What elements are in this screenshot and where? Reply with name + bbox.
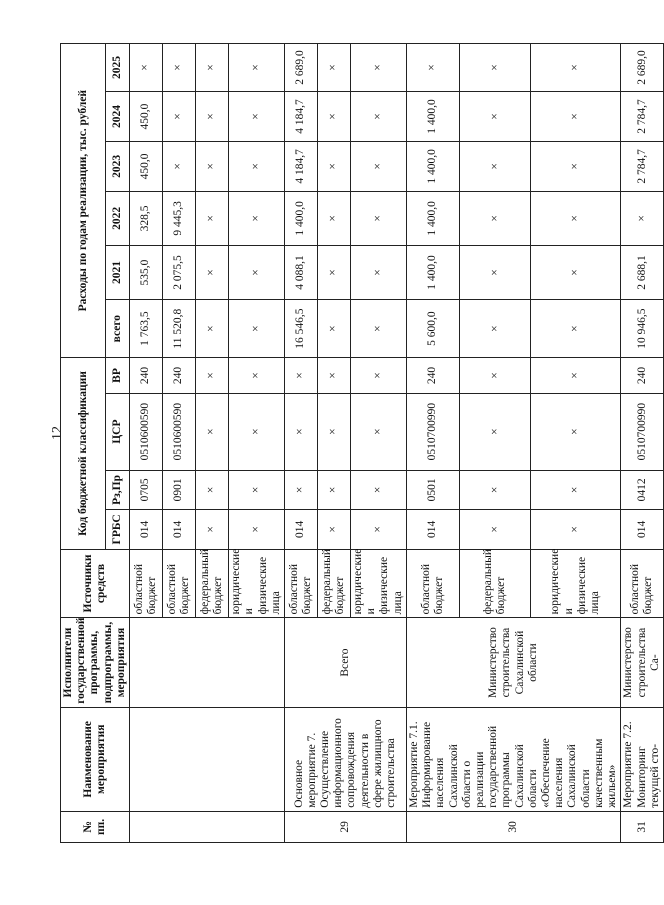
cell-vr: × (229, 358, 285, 393)
header-executor: Исполнители государственной программы, подпрограммы, мероприятия (61, 618, 130, 707)
cell-total: 10 946,5 (621, 300, 664, 358)
cell-2024: 450,0 (130, 92, 163, 142)
cell-2025: × (229, 44, 285, 92)
cell-grbs: 014 (284, 510, 317, 550)
cell-grbs: 014 (163, 510, 196, 550)
cell-2024: × (229, 92, 285, 142)
header-2025: 2025 (106, 44, 130, 92)
cell-2025: × (317, 44, 350, 92)
cell-vr: 240 (621, 358, 664, 393)
cell-2024: 1 400,0 (406, 92, 459, 142)
cell-csr: × (196, 393, 229, 470)
cell-2021: 535,0 (130, 245, 163, 299)
cell-total: × (460, 300, 531, 358)
header-2021: 2021 (106, 245, 130, 299)
cell-vr: 240 (130, 358, 163, 393)
cell-2024: × (163, 92, 196, 142)
cell-vr: × (284, 358, 317, 393)
row-executor: Всего (284, 618, 406, 707)
row-name (130, 707, 285, 811)
cell-2022: × (229, 191, 285, 245)
table-row (621, 44, 664, 843)
cell-2023: × (350, 141, 406, 191)
cell-2022: 328,5 (130, 191, 163, 245)
cell-rzpr: 0901 (163, 470, 196, 510)
table-row (130, 44, 163, 843)
cell-2021: × (350, 245, 406, 299)
cell-grbs: × (531, 510, 621, 550)
row-source: федеральный бюджет (460, 549, 531, 618)
row-source: юридические и физические лица (350, 549, 406, 618)
row-num: 31 (621, 811, 664, 842)
header-grbs: ГРБС (106, 510, 130, 550)
row-num (130, 811, 285, 842)
header-total: всего (106, 300, 130, 358)
cell-2024: × (317, 92, 350, 142)
cell-2025: × (460, 44, 531, 92)
cell-vr: × (460, 358, 531, 393)
cell-csr: × (284, 393, 317, 470)
cell-csr: × (317, 393, 350, 470)
cell-2023: × (531, 141, 621, 191)
cell-2025: 2 689,0 (621, 44, 664, 92)
cell-vr: × (317, 358, 350, 393)
cell-csr: 0510600590 (130, 393, 163, 470)
cell-2023: 1 400,0 (406, 141, 459, 191)
cell-grbs: 014 (621, 510, 664, 550)
cell-2022: × (317, 191, 350, 245)
cell-rzpr: 0412 (621, 470, 664, 510)
cell-vr: 240 (406, 358, 459, 393)
cell-rzpr: × (531, 470, 621, 510)
cell-total: 11 520,8 (163, 300, 196, 358)
cell-2024: × (350, 92, 406, 142)
row-source: федеральный бюджет (196, 549, 229, 618)
cell-vr: × (350, 358, 406, 393)
cell-2023: × (163, 141, 196, 191)
cell-2023: × (460, 141, 531, 191)
cell-total: × (350, 300, 406, 358)
cell-2025: × (196, 44, 229, 92)
cell-2021: 2 075,5 (163, 245, 196, 299)
row-source: областной бюджет (284, 549, 317, 618)
cell-2021: × (460, 245, 531, 299)
cell-2023: × (317, 141, 350, 191)
row-source: областной бюджет (621, 549, 664, 618)
row-executor (130, 618, 285, 707)
cell-grbs: × (229, 510, 285, 550)
row-executor: Министерство строительства Са- (621, 618, 664, 707)
header-2022: 2022 (106, 191, 130, 245)
cell-rzpr: × (229, 470, 285, 510)
rotated-table-container (60, 43, 661, 843)
page-number: 12 (50, 426, 65, 440)
cell-csr: × (229, 393, 285, 470)
cell-total: × (317, 300, 350, 358)
header-expenses: Расходы по годам реализации, тыс. рублей (61, 44, 106, 358)
cell-vr: × (196, 358, 229, 393)
cell-csr: 0510600590 (163, 393, 196, 470)
cell-2025: × (350, 44, 406, 92)
cell-2023: 450,0 (130, 141, 163, 191)
cell-rzpr: × (284, 470, 317, 510)
cell-grbs: × (460, 510, 531, 550)
cell-2024: 4 184,7 (284, 92, 317, 142)
cell-2024: × (460, 92, 531, 142)
cell-csr: × (531, 393, 621, 470)
cell-2021: 4 088,1 (284, 245, 317, 299)
cell-2025: × (531, 44, 621, 92)
cell-2025: × (163, 44, 196, 92)
cell-2025: 2 689,0 (284, 44, 317, 92)
table-row (406, 44, 459, 843)
row-source: областной бюджет (163, 549, 196, 618)
cell-2023: × (196, 141, 229, 191)
row-name: Основное мероприятие 7. Осуществление информационного сопровождения деятельности в сфере жилищного строительства (284, 707, 406, 811)
cell-vr: 240 (163, 358, 196, 393)
cell-csr: × (350, 393, 406, 470)
cell-csr: 0510700990 (406, 393, 459, 470)
cell-2021: × (317, 245, 350, 299)
cell-grbs: × (317, 510, 350, 550)
cell-2021: × (196, 245, 229, 299)
cell-2023: 4 184,7 (284, 141, 317, 191)
cell-2024: × (531, 92, 621, 142)
cell-csr: 0510700990 (621, 393, 664, 470)
row-name: Мероприятие 7.2. Мониторинг текущей сто- (621, 707, 664, 811)
cell-rzpr: × (460, 470, 531, 510)
row-num: 29 (284, 811, 406, 842)
row-source: юридические и физические лица (229, 549, 285, 618)
row-num: 30 (406, 811, 621, 842)
header-name: Наименование мероприятия (61, 707, 130, 811)
cell-2021: × (229, 245, 285, 299)
cell-2022: × (350, 191, 406, 245)
header-2023: 2023 (106, 141, 130, 191)
cell-2022: 1 400,0 (406, 191, 459, 245)
budget-table (60, 43, 664, 843)
cell-rzpr: × (317, 470, 350, 510)
header-sources: Источники средств (61, 549, 130, 618)
row-source: федеральный бюджет (317, 549, 350, 618)
cell-2021: 1 400,0 (406, 245, 459, 299)
row-source: юридические и физические лица (531, 549, 621, 618)
header-row-1 (61, 44, 106, 843)
header-vr: ВР (106, 358, 130, 393)
cell-2022: 1 400,0 (284, 191, 317, 245)
cell-2025: × (130, 44, 163, 92)
header-budget-code: Код бюджетной классификации (61, 358, 106, 549)
cell-2022: 9 445,3 (163, 191, 196, 245)
cell-2022: × (196, 191, 229, 245)
cell-2024: 2 784,7 (621, 92, 664, 142)
cell-total: 16 546,5 (284, 300, 317, 358)
cell-grbs: × (196, 510, 229, 550)
header-rzpr: Рз,Пр (106, 470, 130, 510)
cell-2025: × (406, 44, 459, 92)
row-source: областной бюджет (130, 549, 163, 618)
cell-grbs: 014 (130, 510, 163, 550)
cell-total: 1 763,5 (130, 300, 163, 358)
cell-2022: × (621, 191, 664, 245)
cell-grbs: × (350, 510, 406, 550)
cell-vr: × (531, 358, 621, 393)
cell-rzpr: × (196, 470, 229, 510)
row-source: областной бюджет (406, 549, 459, 618)
cell-total: × (531, 300, 621, 358)
row-executor: Министерство строительства Сахалинской области (406, 618, 621, 707)
row-name: Мероприятие 7.1. Информирование населения Сахалинской области о реализации государственной программы Сахалинской области «Обеспечение населения Сахалинской области качественным жильем» (406, 707, 621, 811)
cell-2022: × (460, 191, 531, 245)
cell-2023: 2 784,7 (621, 141, 664, 191)
cell-grbs: 014 (406, 510, 459, 550)
cell-2021: × (531, 245, 621, 299)
cell-rzpr: × (350, 470, 406, 510)
table-row (284, 44, 317, 843)
cell-csr: × (460, 393, 531, 470)
cell-rzpr: 0705 (130, 470, 163, 510)
cell-2024: × (196, 92, 229, 142)
header-csr: ЦСР (106, 393, 130, 470)
cell-2021: 2 688,1 (621, 245, 664, 299)
header-2024: 2024 (106, 92, 130, 142)
cell-2022: × (531, 191, 621, 245)
cell-total: × (196, 300, 229, 358)
cell-2023: × (229, 141, 285, 191)
cell-total: × (229, 300, 285, 358)
cell-rzpr: 0501 (406, 470, 459, 510)
cell-total: 5 600,0 (406, 300, 459, 358)
header-num: № пп. (61, 811, 130, 842)
